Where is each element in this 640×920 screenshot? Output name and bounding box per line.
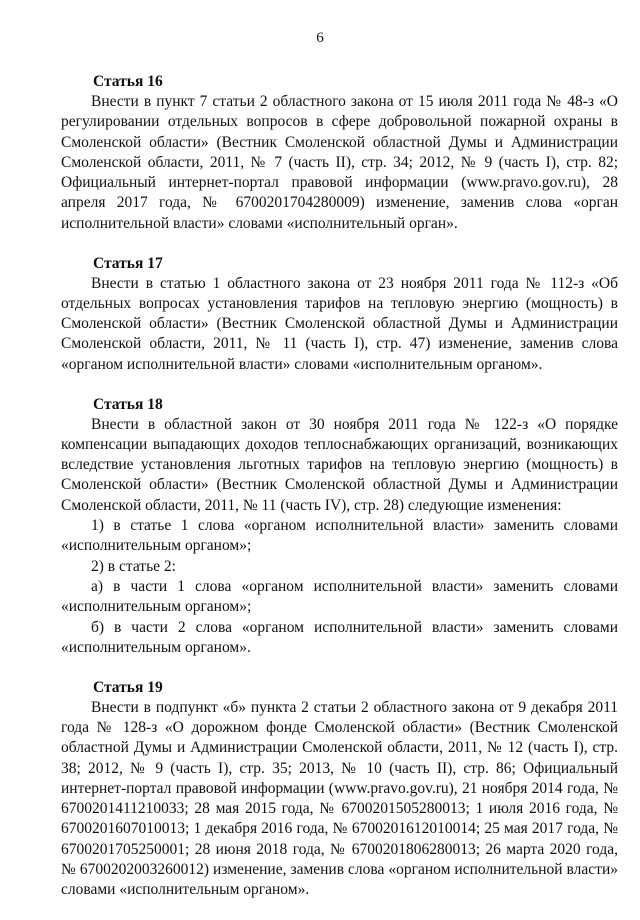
- article-subitem: б) в части 2 слова «органом исполнительной власти» заменить словами «исполнительным органом».: [61, 618, 618, 656]
- article-19: [61, 678, 618, 901]
- article-17: [61, 254, 618, 375]
- article-title: Статья 16: [93, 73, 163, 90]
- article-title: Статья 19: [93, 678, 163, 696]
- article-paragraph: Внести в подпункт «б» пункта 2 статьи 2 областного закона от 9 декабря 2011 года № 128-з «О дорожном фонде Смоленской области» (Вестник Смоленской областной Думы и Администрации Смоленской области, 2011, № 12 (часть I), стр. 38; 2012, № 9 (часть I), стр. 35; 2013, № 10 (часть II), стр. 86; Официальный интернет-портал правовой информации (www.pravo.gov.ru), 21 ноября 2014 года, № 6700201411210033; 28 мая 2015 года, № 6700201505280013; 1 июля 2016 года, № 6700201607010013; 1 декабря 2016 года, № 6700201612010014; 25 мая 2017 года, № 6700201705250001; 28 июня 2018 года, № 6700201806280013; 26 марта 2020 года, № 6700202003260012) изменение, заменив слова «органом исполнительной власти» словами «исполнительным органом».: [61, 698, 618, 899]
- article-title: Статья 18: [93, 395, 163, 413]
- page-number: 6: [316, 30, 324, 46]
- article-item: 2) в статье 2:: [91, 557, 176, 575]
- article-16: [61, 72, 618, 234]
- article-paragraph: Внести в областной закон от 30 ноября 2011 года № 122-з «О порядке компенсации выпадающих доходов теплоснабжающих организаций, возникающих вследствие установления льготных тарифов на тепловую энергию (мощность) в Смоленской области» (Вестник Смоленской областной Думы и Администрации Смоленской области, 2011, № 11 (часть IV), стр. 28) следующие изменения:: [61, 415, 618, 514]
- article-paragraph: Внести в статью 1 областного закона от 23 ноября 2011 года № 112-з «Об отдельных вопросах установления тарифов на тепловую энергию (мощность) в Смоленской области» (Вестник Смоленской областной Думы и Администрации Смоленской области, 2011, № 11 (часть I), стр. 47) изменение, заменив слова «органом исполнительной власти» словами «исполнительным органом».: [61, 274, 618, 373]
- article-subitem: а) в части 1 слова «органом исполнительной власти» заменить словами «исполнительным органом»;: [61, 577, 618, 616]
- article-18: [61, 395, 618, 659]
- article-title: Статья 17: [93, 254, 163, 272]
- article-paragraph: Внести в пункт 7 статьи 2 областного закона от 15 июля 2011 года № 48-з «О регулировании отдельных вопросов в сфере добровольной пожарной охраны в Смоленской области» (Вестник Смоленской областной Думы и Администрации Смоленской области, 2011, № 7 (часть II), стр. 34; 2012, № 9 (часть I), стр. 82; Официальный интернет-портал правовой информации (www.pravo.gov.ru), 28 апреля 2017 года, № 6700201704280009) изменение, заменив слова «орган исполнительной власти» словами «исполнительный орган».: [61, 93, 618, 232]
- document-body: [61, 72, 618, 920]
- article-item: 1) в статье 1 слова «органом исполнительной власти» заменить словами «исполнительным органом»;: [61, 517, 618, 555]
